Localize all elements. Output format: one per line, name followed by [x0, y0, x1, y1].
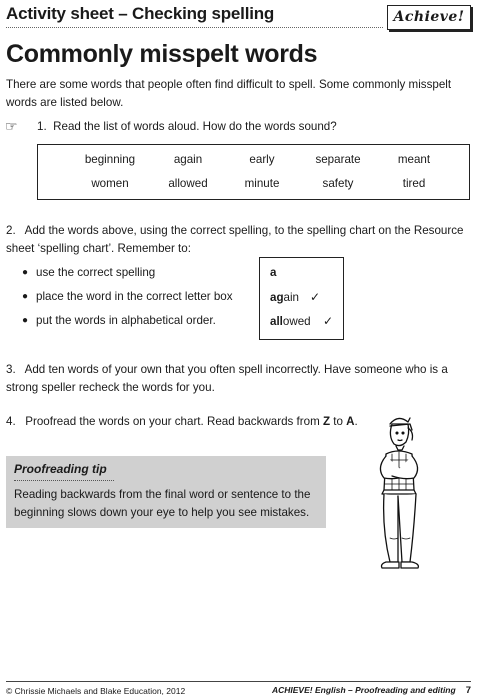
letter-box-word: [270, 291, 299, 304]
bullet-icon: ●: [22, 291, 29, 302]
word-item: safety: [322, 177, 354, 190]
word-item: allowed: [168, 177, 208, 190]
word-item: again: [173, 153, 203, 166]
word-item: meant: [397, 153, 431, 166]
word-item: women: [91, 177, 129, 190]
page-number: 7: [465, 685, 471, 696]
question-text: Read the list of words aloud. How do the words sound?: [53, 120, 337, 133]
footer-divider: [6, 681, 471, 682]
word-item: separate: [315, 153, 361, 166]
proofreading-tip-box: [6, 456, 326, 528]
question-number: 1.: [37, 120, 47, 133]
sheet-header-title: Activity sheet – Checking spelling: [6, 4, 275, 23]
question-3: [6, 361, 466, 397]
letter-z: Z: [322, 415, 331, 428]
word-item: early: [249, 153, 275, 166]
list-item-text: place the word in the correct letter box: [36, 290, 233, 303]
question-number: 4.: [6, 415, 16, 428]
list-item: [22, 264, 252, 288]
question-1: [37, 118, 337, 136]
check-icon: ✓: [310, 290, 321, 304]
question-text-middle: to: [330, 415, 347, 428]
letter-a: A: [346, 415, 355, 428]
letter-box-example: [259, 257, 344, 340]
letter-box-word: [270, 315, 311, 328]
letter-box-header: a: [270, 266, 277, 279]
word-item: minute: [244, 177, 280, 190]
word-prefix: all: [270, 315, 283, 328]
footer-series-title: ACHIEVE! English – Proofreading and editing: [271, 685, 456, 695]
list-item-text: put the words in alphabetical order.: [36, 314, 216, 327]
word-suffix: ain: [283, 291, 300, 304]
tip-title: Proofreading tip: [14, 462, 107, 476]
header-dotted-divider: [6, 27, 383, 28]
word-list-box: [37, 144, 470, 200]
question-text-end: .: [354, 415, 358, 428]
word-prefix: ag: [270, 291, 284, 304]
question-text: Add the words above, using the correct spelling, to the spelling chart on the Resource sheet ‘spelling chart’. Remember to:: [6, 224, 464, 255]
list-item-text: use the correct spelling: [36, 266, 156, 279]
bullet-icon: ●: [22, 267, 29, 278]
footer-copyright: © Chrissie Michaels and Blake Education, 2012: [6, 686, 186, 696]
question-number: 2.: [6, 224, 16, 237]
pointing-hand-icon: ☞: [5, 118, 18, 134]
word-item: tired: [402, 177, 426, 190]
question-number: 3.: [6, 363, 16, 376]
footer-series: [272, 685, 471, 696]
achieve-logo: Achieve!: [387, 5, 471, 30]
reminder-list: [22, 264, 252, 336]
student-illustration: [368, 412, 430, 572]
word-item: beginning: [84, 153, 136, 166]
page-title: Commonly misspelt words: [6, 40, 318, 68]
list-item: [22, 288, 252, 312]
bullet-icon: ●: [22, 315, 29, 326]
tip-text: Reading backwards from the final word or sentence to the beginning slows down your eye to help you see mistakes.: [14, 488, 311, 519]
check-icon: ✓: [323, 314, 334, 328]
intro-paragraph: There are some words that people often find difficult to spell. Some commonly misspelt words are listed below.: [6, 78, 452, 109]
question-2: [6, 222, 466, 258]
question-text: Add ten words of your own that you often spell incorrectly. Have someone who is a strong speller recheck the words for you.: [6, 363, 448, 394]
word-suffix: owed: [282, 315, 311, 328]
list-item: [22, 312, 252, 336]
tip-dotted-divider: [14, 480, 114, 481]
question-text: Proofread the words on your chart. Read backwards from: [25, 415, 323, 428]
